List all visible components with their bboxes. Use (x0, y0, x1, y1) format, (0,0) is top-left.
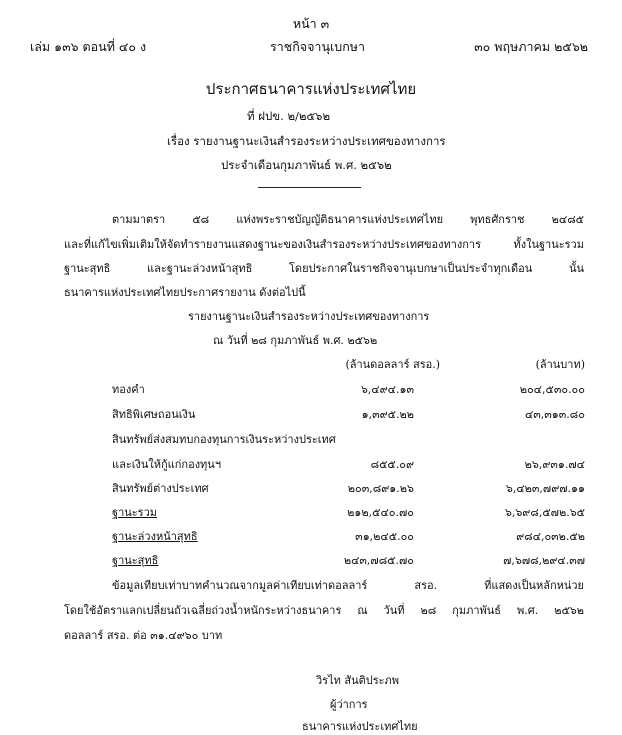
gazette-date: ๓๐ พฤษภาคม ๒๕๖๒ (474, 39, 588, 54)
intro-line-3: ฐานะสุทธิ และฐานะล่วงหน้าสุทธิ โดยประกาศในราชกิจจานุเบกษาเป็นประจำทุกเดือน นั้น (64, 262, 584, 275)
row-thb-value: ๔๓,๓๑๓.๘๐ (524, 408, 585, 421)
column-header-thb: (ล้านบาท) (535, 358, 585, 371)
row-label: ฐานะรวม (112, 506, 158, 519)
intro-line-4: ธนาคารแห่งประเทศไทยประกาศรายงาน ดังต่อไปนี้ (64, 286, 306, 299)
table-row (0, 380, 622, 396)
row-label: ฐานะสุทธิ (112, 554, 159, 567)
signatory-organization: ธนาคารแห่งประเทศไทย (302, 720, 418, 733)
row-usd-value: ๒๑๒,๕๔๐.๗๐ (347, 506, 414, 519)
row-thb-value: ๒๖,๙๓๑.๗๔ (524, 458, 585, 471)
column-header-usd: (ล้านดอลลาร์ สรอ.) (345, 358, 440, 371)
note-line-3: ดอลลาร์ สรอ. ต่อ ๓๑.๔๙๖๐ บาท (64, 629, 223, 642)
row-label: สิทธิพิเศษถอนเงิน (112, 408, 196, 421)
note-line-2: โดยใช้อัตราแลกเปลี่ยนถัวเฉลี่ยถ่วงน้ำหนักระหว่างธนาคาร ณ วันที่ ๒๘ กุมภาพันธ์ พ.ศ. ๒๕๖๒ (64, 604, 584, 617)
row-label: สินทรัพย์ต่างประเทศ (112, 482, 209, 495)
table-row (0, 551, 622, 567)
row-label: และเงินให้กู้แก่กองทุนฯ (112, 458, 222, 471)
reference-number: ที่ ฝปข. ๒/๒๕๖๒ (247, 109, 331, 123)
signatory-name: วิรไท สันติประภพ (316, 674, 400, 687)
report-date: ณ วันที่ ๒๘ กุมภาพันธ์ พ.ศ. ๒๕๖๒ (213, 334, 378, 347)
row-thb-value: ๖,๔๒๓,๗๙๗.๑๑ (505, 482, 585, 495)
table-row (0, 405, 622, 421)
row-usd-value: ๒๐๓,๘๙๑.๒๖ (347, 482, 414, 495)
period-line: ประจำเดือนกุมภาพันธ์ พ.ศ. ๒๕๖๒ (221, 158, 392, 172)
table-row (0, 527, 622, 543)
table-row (0, 479, 622, 495)
report-heading: รายงานฐานะเงินสำรองระหว่างประเทศของทางการ (188, 310, 430, 323)
row-usd-value: ๖,๔๙๔.๑๓ (360, 383, 414, 396)
intro-line-1: ตามมาตรา ๕๘ แห่งพระราชบัญญัติธนาคารแห่งประเทศไทย พุทธศักราช ๒๔๘๕ (112, 213, 584, 226)
signatory-position: ผู้ว่าการ (330, 698, 368, 711)
volume-info: เล่ม ๑๓๖ ตอนที่ ๔๐ ง (30, 39, 147, 54)
row-usd-value: ๓๑,๒๔๕.๐๐ (355, 530, 414, 543)
subject-line: เรื่อง รายงานฐานะเงินสำรองระหว่างประเทศของทางการ (167, 134, 446, 148)
row-usd-value: ๘๕๕.๐๙ (370, 458, 414, 471)
row-thb-value: ๗,๖๗๘,๒๙๔.๓๗ (503, 554, 585, 567)
title-divider (258, 187, 361, 188)
row-thb-value: ๖,๖๙๘,๕๗๒.๖๕ (504, 506, 585, 519)
row-label: ฐานะล่วงหน้าสุทธิ (112, 530, 198, 543)
gazette-name: ราชกิจจานุเบกษา (270, 39, 366, 54)
row-thb-value: ๙๘๔,๐๓๒.๕๒ (516, 530, 585, 543)
row-thb-value: ๒๐๔,๕๓๐.๐๐ (519, 383, 585, 396)
table-row (0, 503, 622, 519)
note-line-1: ข้อมูลเทียบเท่าบาทคำนวณจากมูลค่าเทียบเท่าดอลลาร์ สรอ. ที่แสดงเป็นหลักหน่วย (112, 579, 584, 592)
row-label: สินทรัพย์ส่งสมทบกองทุนการเงินระหว่างประเทศ (112, 433, 336, 446)
row-usd-value: ๑,๓๙๕.๒๒ (361, 408, 414, 421)
intro-line-2: และที่แก้ไขเพิ่มเติมให้จัดทำรายงานแสดงฐานะของเงินสำรองระหว่างประเทศของทางการ ทั้งในฐานะรวม (64, 238, 584, 251)
row-usd-value: ๒๔๓,๗๘๕.๗๐ (343, 554, 414, 567)
page-title: ประกาศธนาคารแห่งประเทศไทย (205, 80, 417, 98)
page-number: หน้า ๓ (292, 16, 330, 31)
table-row (0, 430, 622, 446)
table-row (0, 455, 622, 471)
row-label: ทองคำ (112, 383, 145, 396)
